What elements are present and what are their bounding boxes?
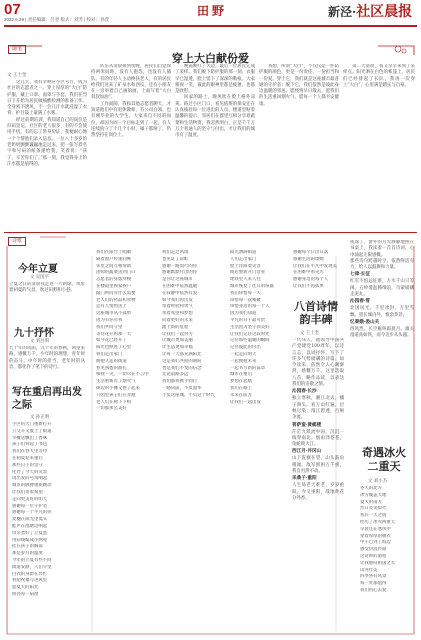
article-paragraph: 我想，所谓“大白”，不仅仅是一件防护服的颜色，更是一份责任、一份担当和一份爱。穿上它，我们就是这座城市最普通的守护者；脱下它，我们依然是彼此身边温暖的邻居。愿疫情早日散去，愿我们的生活重回烟火气，愿每一个人都平安健康。 (259, 64, 339, 107)
article-paragraph: 经过前期培训，我知道自己的岗位是扫码登记。社区的老人很多，有的不会使用手机，有的忘了带身份证，我便耐心地一个个帮他们录入信息。一位八十多岁的老奶奶颤颤巍巍地走过来，把一张写着名字和号码的纸条递给我，笑着说：“孩子，辛苦你们了。”那一刻，我觉得身上的汗水都是值得的。 (7, 117, 87, 167)
paper-prefix: 新泾· (328, 5, 357, 19)
article-column-2 (91, 64, 171, 226)
poem-author: 文 王士奎 (300, 331, 319, 336)
poem-body-ninety: 九十年的风雨，九十年的春秋，回望来路，感慨万千。少年时的理想，青年时的奋斗，中年时的担当，老年时的从容，都化作了笔下的诗行。 (9, 346, 85, 370)
header-rule (4, 25, 417, 27)
article-column-4 (259, 64, 339, 226)
article-column-5 (343, 64, 415, 226)
article-author: 文 王士奎 (7, 73, 27, 78)
poem-lines: 立夏之日的清晨我走进一片新绿，风带着初夏的气息，吹过田野和小巷。 (9, 282, 85, 294)
poem-continuation-col-3: 我们走过风雨 也见证了彩虹 感谢一路同行的你 感谢默默付出的你 是你让这座城市 在困难中依然温暖 在寂静中依然有爱 如今我们再出发 带着经验和勇气 带着希望和梦想 向着更好的未来 踏上新的征程 让我们一起努力 让城市更加美丽 让生活更加幸福 让每一天都充满阳光 这是我们共同的期盼 也是我们不变的信念 无论前路多远 我们都将携手同行 一路向前，不负韶华 不负这座城，不负这个时代 (162, 250, 215, 398)
article-column-3 (175, 64, 255, 226)
paper-name: 社区晨报 (356, 4, 413, 20)
article-paragraph: 这几天，我有幸响应小区号召，成为社区的志愿者之一。穿上厚厚的“大白”防护服，戴上口罩、面罩与手套，我们在烈日下开始为居民做核酸检测的准备工作。全身密不透风，不一会儿汗水就浸湿了衣背，护目镜上蒙满了水雾。 (7, 80, 87, 117)
article-paragraph: 晚霞映红了天边，最后一位居民完成了采样。我们脱下防护服的那一刻，衣服早已湿透，脸上留下了深深的勒痕。大家相视一笑，彼此的眼神里都是疲惫，也都是欣慰。 (175, 64, 255, 95)
poem-title-lixia: 今年立夏 (18, 264, 58, 275)
poem-body-eight: 一代伟人，他领导中国共产党建党100周年，以诗言志，以词抒怀，写下了许多气势磅礴的诗篇。如今读来，依然令人心潮澎湃，感慨万千。这里选取八首，略作品读，以表达我们的崇敬之情。 沁园春·长沙 独立寒秋，湘江北去，橘子洲头。看万山红遍，层林尽染；漫江碧透，百舸争流。 菩萨蛮·黄鹤楼 茫茫九派流中国，沉沉一线穿南北。烟雨莽苍苍，龟蛇锁大江。 西江月·井冈山 山下旌旗在望，山头鼓角相闻。敌军围困万千重，我自岿然不动。 采桑子·重阳 人生易老天难老，岁岁重阳。今又重阳，战地黄花分外香。 (292, 338, 344, 501)
section-title: 田野 (197, 4, 228, 18)
article-paragraph: 回家的路上，晚风吹在脸上格外凉爽。路过小区门口，看见值班的保安还在认真核验每一位进出的人员，楼道里贴着温馨的提示，邻居们在群里互相分享着蔬菜和生活物资。我忽然明白，正是千千万万个普通人的坚守与付出，才让我们的城市有了温度。 (175, 95, 255, 139)
article-paragraph: 工作间隙，我和其他志愿者聊天，才知道他们中有退休教师、有公司白领、也有刚毕业的大学生。大家来自不同的岗位，却因为同一个目标走到了一起。有人连续值守了十几个小时，嗓子都哑了，仍然坚持在岗位上。 (91, 101, 171, 139)
section-tag-poetry: 诗歌 (8, 237, 26, 246)
poem-side-notes: 夜深了，窗外的月光静静地照在书桌上，我读着一首首诗词，心中涌起无限感慨。 那些诗句跨越时空，依然鲜活有力，给人以鼓舞和力量。 七律·长征 红军不怕远征难，万水千山只等闲。五岭逶迤腾细浪，乌蒙磅礴走泥丸。 沁园春·雪 北国风光，千里冰封，万里雪飘。望长城内外，惟余莽莽。 忆秦娥·娄山关 西风烈，长空雁叫霜晨月。雄关漫道真如铁，而今迈步从头越。 (350, 240, 414, 339)
article-title: 穿上大白献份爱 (172, 52, 249, 65)
poem-author: 文 孙正明 (30, 415, 49, 420)
poem-author: 文 刘小杰 (368, 479, 387, 484)
poem-title-eight: 八首诗情韵丰碑 (294, 300, 338, 326)
section-divider (4, 232, 417, 233)
section-tag-essay: 随笔 (8, 45, 26, 54)
article-paragraph: 第二天清晨，我又早早来到了采样点。阳光洒在白色的帐篷上，居民们已经排起了长队，我再一次穿上“大白”，心里满是踏实与自豪。 (343, 64, 415, 88)
poem-thanks: 感谢每个日出日落 感谢生活的馈赠 让我们在平凡中发现美 在困难中看见光 感谢身边的每个人 让我们不再孤单 (293, 250, 337, 289)
page-header (0, 0, 421, 26)
newspaper-logo (328, 1, 412, 21)
poem-body-lixia (9, 282, 85, 318)
poem-body-restart: 小区的大门重新打开 公交车又驶上了街道 早餐店飘出了香味 孩子们背起了书包 我们在春天里等待 在初夏迎来重启 那些日子的坚守 化作了今天的笑容 再出发的号角响起 城市的脉搏重新跳动 让我们带着希望 走向更美好的明天 感谢每一位守护者 感谢每一个平凡的你 麦穗在阳光里低头 蛙声在池塘边响起 母亲煮好了立夏蛋 用彩线编成小网兜 挂在孩子的胸前 那是岁月的温度 今年的立夏有些不同 街道安静，人们守望 白衣的身影在奔忙 我把祝福写进风里 愿夏天的阳光 照亮每一扇窗 (12, 422, 52, 597)
poem-body-icefire: 冬天的北方 冰雪覆盖大地 夏天的南方 烈日炎炎似火 我在一天之间 经历了冰火两重天 早晨还在寒风中 穿着厚厚的棉衣 中午已到了海边 感受热浪扑面 这奇妙的旅程 让我感叹祖国之大 山河壮美 四季各有风景 每一处都值得 我们用心去爱 (360, 486, 396, 593)
editor-info: 2022.6.29 | 责任编辑：吕翌 版式：刘芳 | 校对：孙萱 (4, 17, 110, 22)
article-paragraph: 队伍从清晨排到傍晚，居民们自觉保持两米间距，没有人抱怨，也没有人插队。有的年轻人主动搀扶老人，有的居民给我们送来了矿泉水和西瓜，还有小朋友在一旁举着自己画的画，上面写着“大白叔叔加油”。 (91, 64, 171, 101)
poem-author: 文 刘昌明 (30, 339, 49, 344)
poem-continuation-col-4: 阳光洒满街道 人们走出家门 脸上洋溢着笑容 商店重新开门营业 地铁里人来人往 城市恢复了往日的喧嚣 我们珍惜每一天 珍惜每一次相聚 珍惜身边的每一个人 因为我们知道 平凡的日子最可贵 生活因为坚守而美好 让我们记住这段时光 记住那些温暖的瞬间 记住彼此的付出 一起走向明天 一起拥抱未来 一起书写新的篇章 城市在重启 梦想在起航 我们在路上 未来在前方 让我们一起出发 (230, 250, 274, 405)
poem-title-icefire: 奇遇冰火二重天 (362, 446, 406, 473)
poem-title-restart: 写在重启再出发之际 (12, 387, 82, 411)
article-column-1 (7, 80, 87, 226)
poem-continuation-col-2: 我们在阳台上唱歌 隔着窗户传递问候 邻里之间互相帮助 团购的蔬菜送到门口 志愿者的身影穿梭 在楼道里挨家挨户 敲门询问有什么需要 老人们的药品和食物 总有人悄悄送上 这座城市从不孤单 因为有你有我 我们共同守望 等待花开的那一天 如今花已经开了 阳光也照进了心里 我们走出家门 拥抱久违的街道 看见熟悉的面孔 相视一笑，一切尽在不言中 生活重新有了烟火气 街边的小摊又摆了起来 公园里孩子们在奔跑 老人们在树下下棋 一切都那么美好 (96, 250, 149, 412)
poem-title-ninety: 九十抒怀 (14, 328, 54, 339)
poem-author: 文 吴国平 (30, 275, 49, 280)
page-number: 07 (4, 1, 21, 18)
